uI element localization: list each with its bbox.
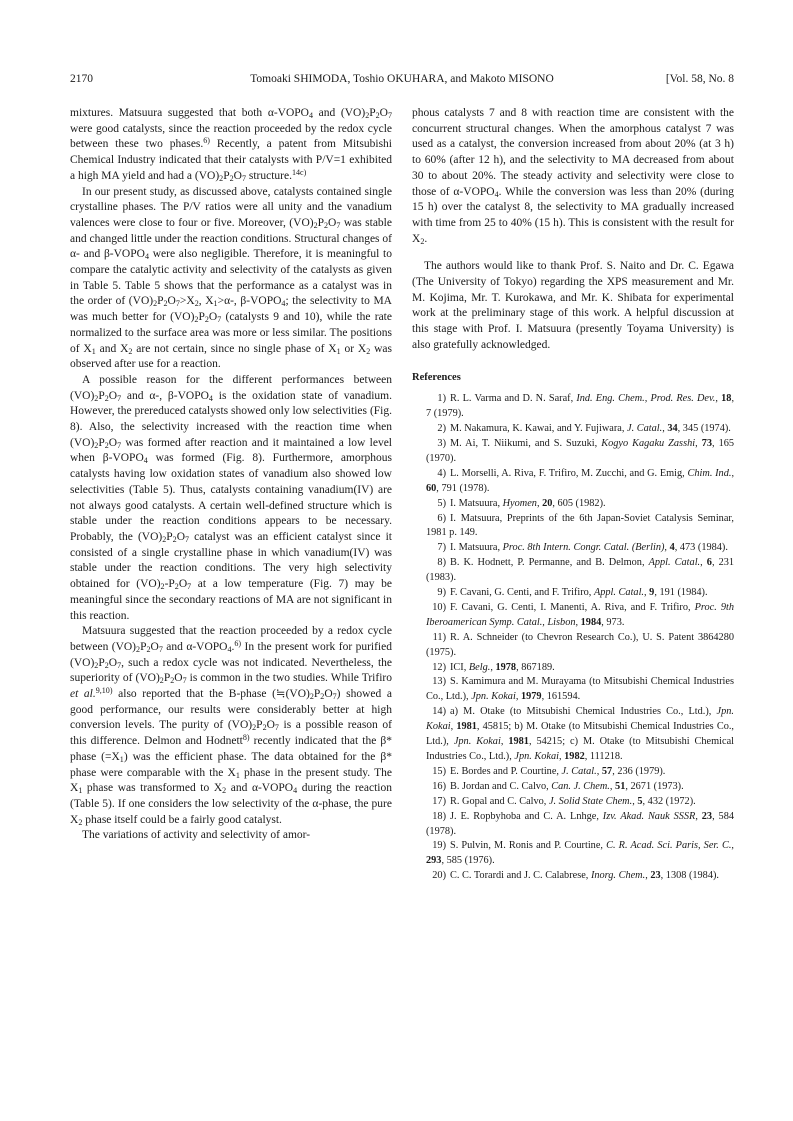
page-number: 2170 xyxy=(70,73,93,85)
reference-number: 16) xyxy=(432,780,446,792)
reference-item xyxy=(412,512,734,542)
reference-text: L. Morselli, A. Riva, F. Trifiro, M. Zucchi, and G. Emig, Chim. Ind., 60, 791 (1978). xyxy=(426,467,735,494)
running-authors: Tomoaki SHIMODA, Toshio OKUHARA, and Makoto MISONO xyxy=(250,73,554,85)
reference-item xyxy=(412,422,734,437)
reference-item xyxy=(412,675,734,705)
paragraph: mixtures. Matsuura suggested that both $\alpha-VOPO_4$ and $(VO)_2P_2O_7$ were good catalysts, since the reaction proceeded by the redox cycle between these two phases.$^{6)}$ Recently, a patent from Mitsubishi Chemical Industry indicated that their catalysts with P/V=1 exhibited a high MA yield and had a $(VO)_2P_2O_7$ structure.$^{14c)}$ xyxy=(70,107,393,183)
reference-item xyxy=(412,437,734,467)
references-heading: References xyxy=(412,371,461,383)
reference-text: F. Cavani, G. Centi, I. Manenti, A. Riva, and F. Trifiro, Proc. 9th Iberoamerican Symp. Catal., Lisbon, 1984, 973. xyxy=(426,601,734,628)
reference-number: 7) xyxy=(437,542,446,554)
reference-text: B. Jordan and C. Calvo, Can. J. Chem., 51, 2671 (1973). xyxy=(450,780,684,792)
paragraph: phous catalysts 7 and 8 with reaction time are consistent with the concurrent structural changes. When the amorphous catalyst 7 was used as a catalyst, the conversion increased from about 20% (at 3 h) to 60% (after 12 h), and the selectivity to MA decreased from about 30 to about 20%. The steady activity and selectivity were close to those of $\alpha-VOPO_4$. While the conversion was less than 20% (during 15 h) over the catalyst 8, the selectivity to MA gradually increased with time from 25 to 40% (15 h). This is consistent with the result for $X_2$. xyxy=(412,107,734,246)
reference-text: F. Cavani, G. Centi, and F. Trifiro, Appl. Catal., 9, 191 (1984). xyxy=(450,587,708,599)
reference-number: 4) xyxy=(437,467,446,479)
reference-number: 10) xyxy=(432,601,446,613)
reference-text: ICI, Belg., 1978, 867189. xyxy=(450,661,555,673)
reference-number: 18) xyxy=(432,810,446,822)
reference-text: B. K. Hodnett, P. Permanne, and B. Delmon, Appl. Catal., 6, 231 (1983). xyxy=(426,557,735,584)
paragraph: The variations of activity and selectivity of amor- xyxy=(82,829,311,842)
reference-text: R. L. Varma and D. N. Saraf, Ind. Eng. Chem., Prod. Res. Dev., 18, 7 (1979). xyxy=(426,393,735,420)
reference-number: 20) xyxy=(432,870,446,882)
reference-item xyxy=(412,869,734,884)
reference-number: 1) xyxy=(437,393,446,405)
reference-text: a) M. Otake (to Mitsubishi Chemical Industries Co., Ltd.), Jpn. Kokai, 1981, 45815; b) M. Otake (to Mitsubishi Chemical Industries Co., Ltd.), Jpn. Kokai, 1981, 54215; c) M. Otake (to Mitsubishi Chemical Industries Co., Ltd.), Jpn. Kokai, 1982, 111218. xyxy=(426,706,734,762)
reference-number: 17) xyxy=(432,795,446,807)
reference-item xyxy=(412,765,734,780)
reference-item xyxy=(412,839,734,869)
paragraph: In our present study, as discussed above, catalysts contained single crystalline phases. The P/V ratios were all unity and the vanadium valences were close to four or five. Moreover, $(VO)_2P_2O_7$ was stable and changed little under the reaction conditions. Structural changes of α- and $\beta-VOPO_4$ were also negligible. Therefore, it is meaningful to compare the catalytic activity and selectivity of the catalysts as given in Table 5. Table 5 shows that the performance as a catalyst was in the order of $(VO)_2P_2O_7>X_2$, $X_1>\alpha-$, $\beta-VOPO_4$; the selectivity to MA was much better for $(VO)_2P_2O_7$ (catalysts 9 and 10), while the rate normalized to the surface area was more or less similar. The positions of $X_1$ and $X_2$ are not certain, since no single phase of $X_1$ or $X_2$ was observed after use for a reaction. xyxy=(70,185,392,371)
running-header xyxy=(70,73,734,87)
reference-item xyxy=(412,661,734,676)
reference-item xyxy=(412,467,734,497)
reference-number: 14) xyxy=(432,706,446,718)
reference-item xyxy=(412,497,734,512)
paragraph: Matsuura suggested that the reaction proceeded by a redox cycle between $(VO)_2P_2O_7$ and $\alpha-VOPO_4.^{6)}$ In the present work for purified $(VO)_2P_2O_7$, such a redox cycle was not indicated. Nevertheless, the superiority of $(VO)_2P_2O_7$ is common in the two studies. While Trifiro et al.$^{9,10)}$ also reported that the B-phase $(≒(VO)_2P_2O_7)$ showed a good performance, our results were considerably better at high conversion levels. The purity of $(VO)_2P_2O_7$ is a possible reason of this difference. Delmon and Hodnett$^{8)}$ recently indicated that the β* phase $(=X_1)$ was the efficient phase. The data obtained for the β* phase were comparable with the $X_1$ phase in the present study. The $X_1$ phase was transformed to $X_2$ and $\alpha-VOPO_4$ during the reaction (Table 5). If one considers the low selectivity of the α-phase, the pure $X_2$ phase itself could be a fairly good catalyst. xyxy=(70,625,393,827)
reference-number: 8) xyxy=(437,557,446,569)
left-column xyxy=(70,106,392,844)
reference-text: S. Pulvin, M. Ronis and P. Courtine, C. R. Acad. Sci. Paris, Ser. C., 293, 585 (1976). xyxy=(426,840,734,867)
reference-number: 5) xyxy=(437,497,446,509)
paragraph: A possible reason for the different performances between $(VO)_2P_2O_7$ and α-, $\beta-VOPO_4$ is the oxidation state of vanadium. However, the prereduced catalysts showed only low selectivities (Fig. 8). Also, the selectivity increased with the reaction time when $(VO)_2P_2O_7$ was formed after reaction and it maintained a low level when $\beta-VOPO_4$ was formed (Fig. 8). Furthermore, amorphous catalysts having low oxidation states of vanadium also showed low selectivities (Table 5). Thus, catalysts containing vanadium(IV) are not always good catalysts. A certain well-defined structure which is stable under the reaction conditions appears to be necessary. Probably, the $(VO)_2P_2O_7$ catalyst was an efficient catalyst since it consisted of a single crystalline phase in which vanadium(IV) was stable under the reaction conditions. The very high selectivity obtained for $(VO)_2-P_2O_7$ at a low temperature (Fig. 7) may be meaningful since the secondary reactions of MA are not significant in this reaction. xyxy=(70,373,393,622)
reference-item xyxy=(412,810,734,840)
reference-text: I. Matsuura, Preprints of the 6th Japan-Soviet Catalysis Seminar, 1981 p. 149. xyxy=(426,512,734,539)
reference-item xyxy=(412,631,734,661)
reference-item xyxy=(412,795,734,810)
reference-text: S. Kamimura and M. Murayama (to Mitsubishi Chemical Industries Co., Ltd.), Jpn. Kokai, 1979, 161594. xyxy=(426,676,734,703)
reference-number: 15) xyxy=(432,765,446,777)
reference-item xyxy=(412,705,734,765)
reference-number: 9) xyxy=(437,587,446,599)
reference-number: 19) xyxy=(432,840,446,852)
acknowledgement: The authors would like to thank Prof. S. Naito and Dr. C. Egawa (The University of Tokyo) regarding the XPS measurement and Mr. M. Kojima, Mr. T. Kurokawa, and Mr. K. Shibata for experimental work at the preliminary stage of this work. A helpful discussion at this stage with Prof. I. Matsuura (presently Toyama University) is also gratefully acknowledged. xyxy=(412,260,734,351)
reference-list xyxy=(412,392,734,884)
reference-item xyxy=(412,780,734,795)
reference-text: I. Matsuura, Proc. 8th Intern. Congr. Catal. (Berlin), 4, 473 (1984). xyxy=(450,542,728,554)
reference-item xyxy=(412,601,734,631)
reference-number: 11) xyxy=(432,631,446,643)
volume-info: [Vol. 58, No. 8 xyxy=(665,73,734,85)
reference-number: 3) xyxy=(437,437,446,449)
reference-item xyxy=(412,392,734,422)
reference-number: 2) xyxy=(437,423,446,435)
right-column xyxy=(412,106,734,884)
reference-item xyxy=(412,556,734,586)
reference-text: C. C. Torardi and J. C. Calabrese, Inorg. Chem., 23, 1308 (1984). xyxy=(450,870,719,882)
reference-text: R. Gopal and C. Calvo, J. Solid State Chem., 5, 432 (1972). xyxy=(450,795,696,807)
reference-number: 12) xyxy=(432,661,446,673)
reference-text: M. Ai, T. Niikumi, and S. Suzuki, Kogyo Kagaku Zasshi, 73, 165 (1970). xyxy=(426,437,735,464)
reference-text: E. Bordes and P. Courtine, J. Catal., 57, 236 (1979). xyxy=(450,765,666,777)
reference-item xyxy=(412,586,734,601)
reference-text: I. Matsuura, Hyomen, 20, 605 (1982). xyxy=(450,497,606,509)
reference-item xyxy=(412,541,734,556)
reference-number: 13) xyxy=(432,676,446,688)
reference-text: R. A. Schneider (to Chevron Research Co.), U. S. Patent 3864280 (1975). xyxy=(426,631,734,658)
reference-number: 6) xyxy=(437,512,446,524)
reference-text: J. E. Ropbyhoba and C. A. Lnhge, Izv. Akad. Nauk SSSR, 23, 584 (1978). xyxy=(426,810,734,837)
reference-text: M. Nakamura, K. Kawai, and Y. Fujiwara, J. Catal., 34, 345 (1974). xyxy=(450,423,731,435)
